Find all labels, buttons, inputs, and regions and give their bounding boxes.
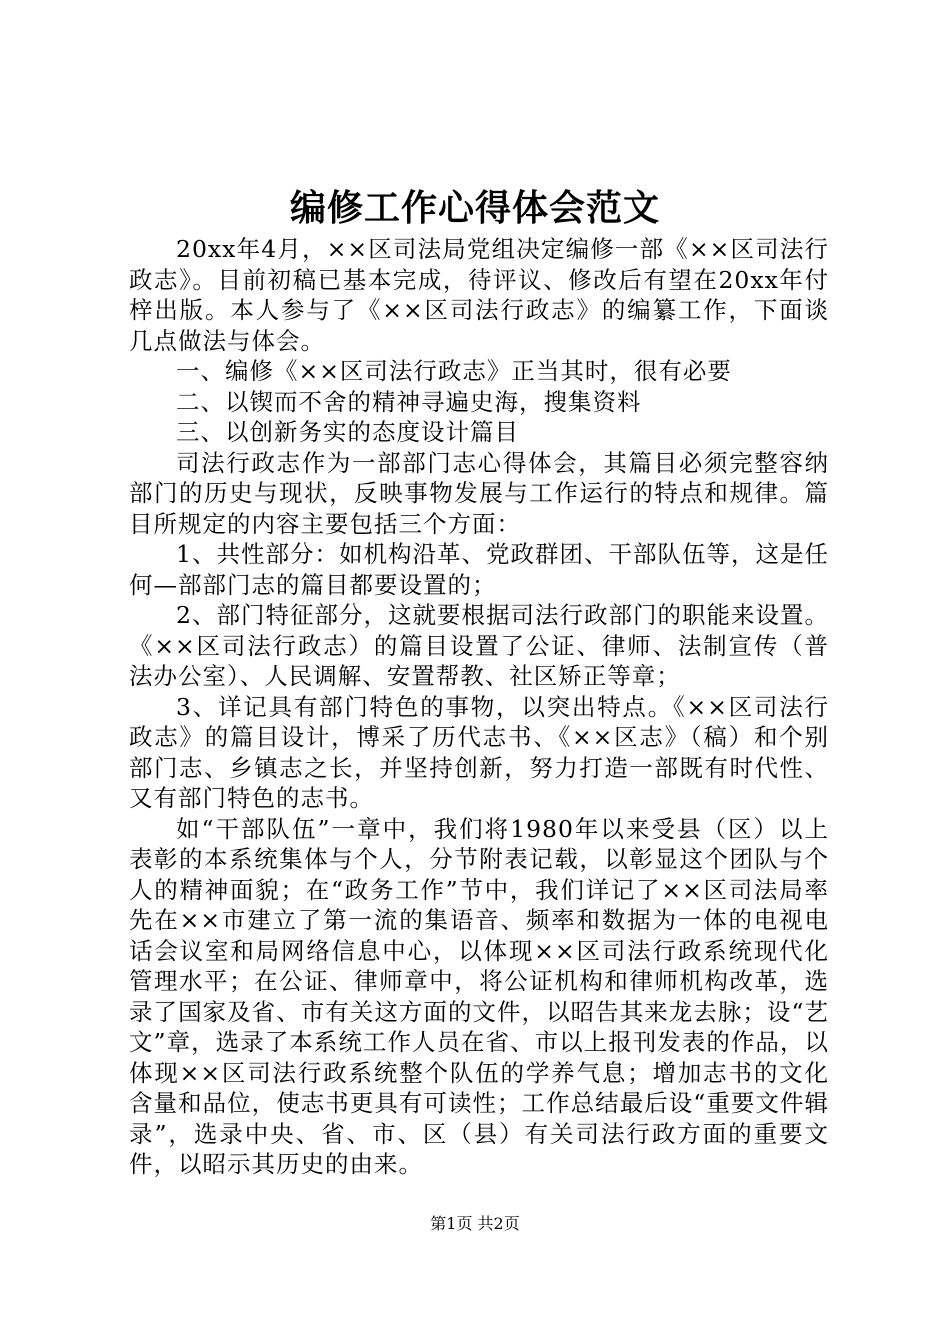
heading-section-1: 一、编修《××区司法行政志》正当其时，很有必要 [176, 357, 732, 385]
heading-section-2: 二、以锲而不舍的精神寻遍史海，搜集资料 [176, 387, 642, 416]
paragraph-point-2: 2、部门特征部分，这就要根据司法行政部门的职能来设置。《××区司法行政志）的篇目设置了公证、律师、法制宣传（普法办公室）、人民调解、安置帮教、社区矫正等章； [129, 601, 829, 690]
paragraph-point-3: 3、详记具有部门特色的事物，以突出特点。《××区司法行政志》的篇目设计，博采了历代志书、《××区志》（稿）和个别部门志、乡镇志之长，并坚持创新，努力打造一部既有时代性、又有部门特色的志书。 [129, 692, 829, 812]
paragraph-intro: 20xx年4月，××区司法局党组决定编修一部《××区司法行政志》。目前初稿已基本完成，待评议、修改后有望在20xx年付梓出版。本人参与了《××区司法行政志》的编纂工作，下面谈几点做法与体会。 [129, 235, 829, 355]
paragraph-point-1: 1、共性部分：如机构沿革、党政群团、干部队伍等，这是任何—部部门志的篇目都要设置的； [129, 540, 829, 599]
page-footer: 第1页 共2页 [430, 1214, 520, 1233]
document-body [129, 234, 829, 1180]
paragraph-examples: 如“干部队伍”一章中，我们将1980年以来受县（区）以上表彰的本系统集体与个人，分节附表记载，以彰显这个团队与个人的精神面貌；在“政务工作”节中，我们详记了××区司法局率先在××市建立了第一流的集语音、频率和数据为一体的电视电话会议室和局网络信息中心，以体现××区司法行政系统现代化管理水平；在公证、律师章中，将公证机构和律师机构改革，选录了国家及省、市有关这方面的文件，以昭告其来龙去脉；设“艺文”章，选录了本系统工作人员在省、市以上报刊发表的作品，以体现××区司法行政系统整个队伍的学养气息；增加志书的文化含量和品位，使志书更具有可读性；工作总结最后设“重要文件辑录”，选录中央、省、市、区（县）有关司法行政方面的重要文件，以昭示其历史的由来。 [129, 814, 829, 1178]
paragraph-outline: 司法行政志作为一部部门志心得体会，其篇目必须完整容纳部门的历史与现状，反映事物发展与工作运行的特点和规律。篇目所规定的内容主要包括三个方面： [129, 448, 829, 538]
document-title: 编修工作心得体会范文 [289, 187, 660, 229]
heading-section-3: 三、以创新务实的态度设计篇目 [176, 418, 519, 446]
